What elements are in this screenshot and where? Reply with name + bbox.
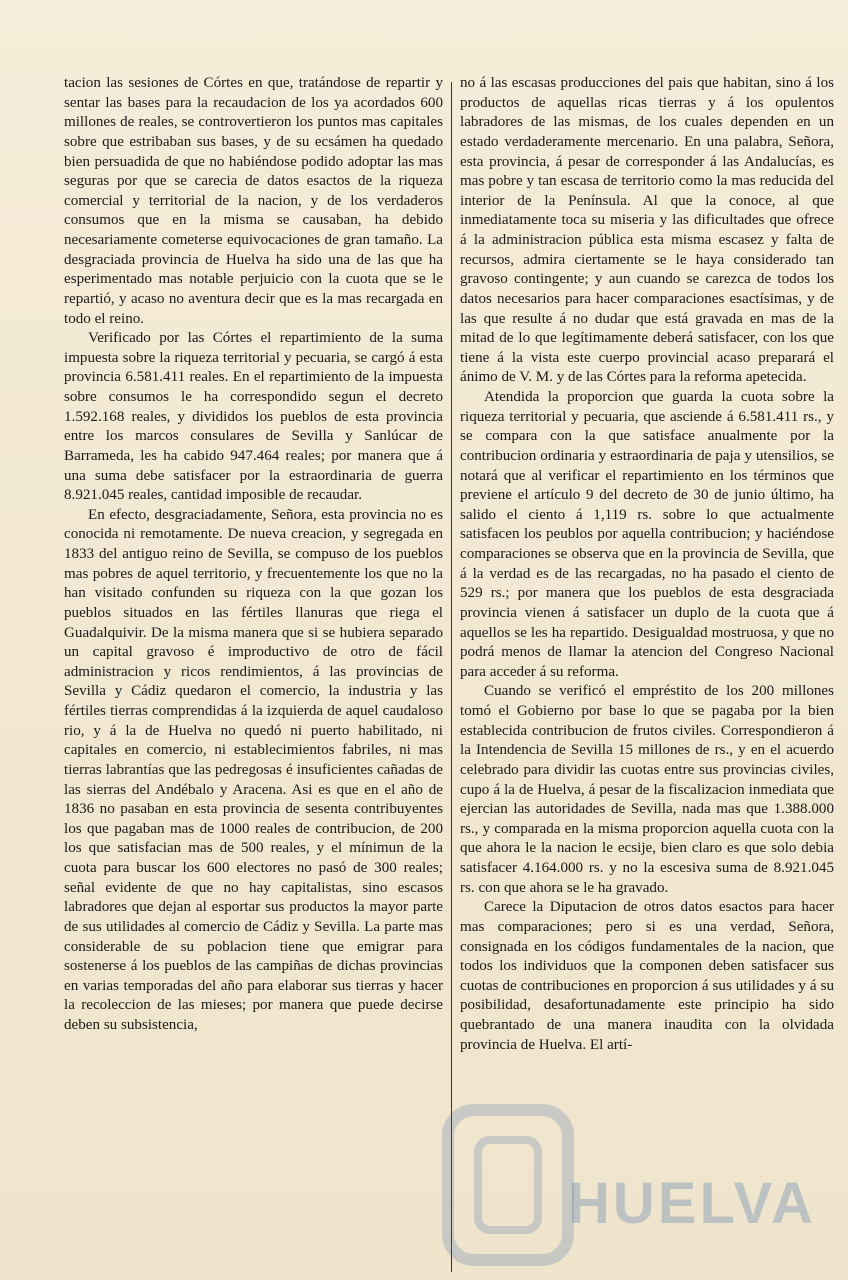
left-text-column — [64, 74, 443, 1266]
left-paragraph-3: En efecto, desgraciadamente, Señora, esta provincia no es conocida ni remotamente. De nueva creacion, y segregada en 1833 del antiguo reino de Sevilla, se compuso de los pueblos mas pobres de aquel territorio, y frecuentemente los que no la han visitado confunden su riqueza con la que gozan los pueblos situados en las fértiles llanuras que riega el Guadalquivir. De la misma manera que si se hubiera separado un capital gravoso é improductivo de otro de fácil administracion y ricos rendimientos, á las provincias de Sevilla y Cádiz quedaron el comercio, la industria y las fértiles tierras comprendidas á la izquierda de aquel caudaloso rio, y á la de Huelva no quedó ni puerto habilitado, ni capitales en comercio, ni establecimientos fabriles, ni mas tierras labrantías que las pedregosas é insuficientes cañadas de las sierras del Andébalo y Aracena. Asi es que en el año de 1836 no pasaban en esta provincia de sesenta contribuyentes los que pagaban mas de 1000 reales de contribucion, de 200 los que satisfacian mas de 500 reales, y el mínimun de la cuota para buscar los 600 electores no pasó de 300 reales; señal evidente de que no hay capitalistas, sino escasos labradores que dejan al esportar sus productos la mayor parte de sus utilidades al comercio de Cádiz y Sevilla. La parte mas considerable de su poblacion tiene que emigrar para sostenerse á los pueblos de las campiñas de dichas provincias en varias temporadas del año para elaborar sus tierras y hacer la recoleccion de las mieses; por manera que puede decirse deben su subsistencia, — [64, 506, 443, 1033]
right-paragraph-4: Carece la Diputacion de otros datos esactos para hacer mas comparaciones; pero si es una verdad, Señora, consignada en los códigos fundamentales de la nacion, que todos los individuos que la componen deben satisfacer sus cuotas de contribuciones en proporcion á sus utilidades y á su posibilidad, desafortunadamente este principio ha sido quebrantado de una manera inaudita con la olvidada provincia de Huelva. El artí- — [460, 899, 834, 1053]
left-paragraph-2: Verificado por las Córtes el repartimiento de la suma impuesta sobre la riqueza territorial y pecuaria, se cargó á esta provincia 6.581.411 reales. En el repartimiento de la impuesta sobre consumos le ha correspondido segun el decreto 1.592.168 reales, y divididos los pueblos de esta provincia entre los marcos consulares de Sevilla y Sanlúcar de Barrameda, les ha cabido 947.464 reales; por manera que á una suma debe satisfacer por la estraordinaria de guerra 8.921.045 reales, cantidad imposible de recaudar. — [64, 330, 443, 504]
left-paragraph-1: tacion las sesiones de Córtes en que, tratándose de repartir y sentar las bases para la recaudacion de los ya acordados 600 millones de reales, se controvertieron los puntos mas capitales sobre que estribaban sus bases, y de su ecsámen ha quedado bien persuadida de que no habiéndose podido adoptar las mas seguras por que se carecia de datos esactos de la riqueza comercial y territorial de la nacion, y de los verdaderos consumos que en la misma se causaban, ha debido necesariamente cometerse equivocaciones de gran tamaño. La desgraciada provincia de Huelva ha sido una de las que ha esperimentado mas notable perjuicio con la cuota que se le repartió, y acaso no aventura decir que es la mas recargada en todo el reino. — [64, 75, 443, 327]
watermark-text: HUELVA — [568, 1171, 816, 1236]
right-paragraph-3: Cuando se verificó el empréstito de los 200 millones tomó el Gobierno por base lo que se pagaba por la bien establecida contribucion de frutos civiles. Correspondieron á la Intendencia de Sevilla 15 millones de rs., y en el acuerdo celebrado para dividir las cuotas entre sus provincias civiles, cupo á la de Huelva, á pesar de la fiscalizacion inmediata que ejercian las autoridades de Sevilla, nada mas que 1.388.000 rs., y comparada en la misma proporcion aquella cuota con la que ahora le la nacion le ecsije, bien claro es que solo debia satisfacer 4.164.000 rs. y no la escesiva suma de 8.921.045 rs. con que ahora se le ha gravado. — [460, 683, 834, 896]
right-paragraph-1: no á las escasas producciones del pais que habitan, sino á los productos de aquellas ricas tierras y á los opulentos labradores de las mismas, de los cuales dependen en un estado verdaderamente mercenario. En una palabra, Señora, esta provincia, á pesar de corresponder á las Andalucías, es mas pobre y tan escasa de territorio como la mas reducida del interior de la Península. Al que la conoce, al que inmediatamente toca su miseria y las dificultades que ofrece á la administracion pública esta misma escasez y falta de recursos, admira ciertamente se le haya considerado tan gravoso contingente; y aun cuando se carezca de todos los datos necesarios para hacer comparaciones esactísimas, y de las que resulte á no dudar que está gravada en mas de la mitad de lo que legítimamente deberá satisfacer, con los que tiene á la vista este cuerpo provincial acaso preparará el ánimo de V. M. y de las Córtes para la reforma apetecida. — [460, 75, 834, 386]
right-paragraph-2: Atendida la proporcion que guarda la cuota sobre la riqueza territorial y pecuaria, que asciende á 6.581.411 rs., y se compara con la que satisface anualmente por la contribucion ordinaria y estraordinaria de paja y utensilios, se notará que al verificar el repartimiento en los términos que previene el artículo 9 del decreto de 30 de junio último, ha salido el ciento á 1,119 rs. sobre lo que actualmente satisfacen los peublos por aquella contribucion; y haciéndose comparaciones se observa que en la provincia de Sevilla, que á la verdad es de las recargadas, no ha pasado el ciento de 529 rs.; por manera que los pueblos de esta desgraciada provincia vienen á satisfacer un duplo de la cuota que á aquellos se les ha repartido. Desigualdad mostruosa, y que no podrá menos de llamar la atencion del Congreso Nacional para acceder á su reforma. — [460, 389, 834, 680]
